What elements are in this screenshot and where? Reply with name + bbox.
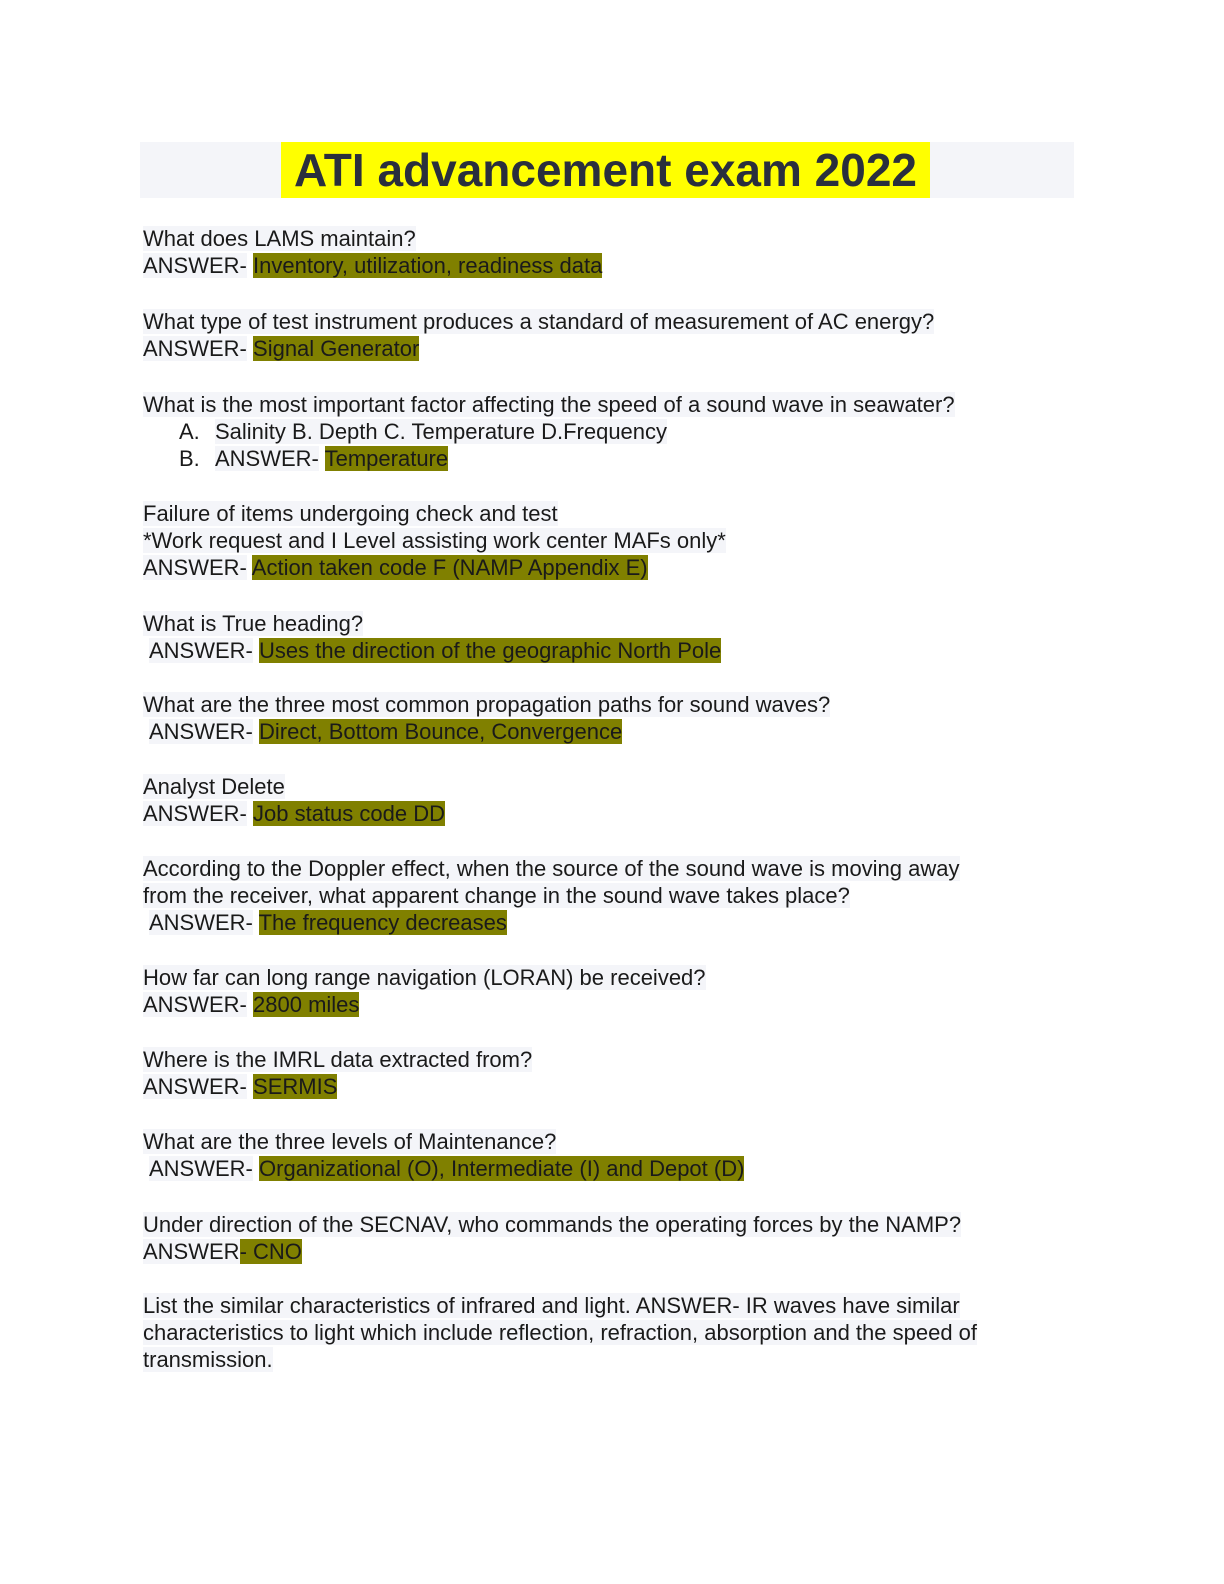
qa-block-maintenance-levels	[143, 1128, 1063, 1182]
qa-block-doppler	[143, 855, 1063, 936]
answer-prefix: ANSWER-	[143, 1074, 247, 1099]
answer-highlight: Temperature	[324, 446, 449, 471]
option-text: Salinity B. Depth C. Temperature D.Frequency	[215, 419, 668, 444]
answer-highlight: 2800 miles	[253, 992, 360, 1017]
question-text-line2: *Work request and I Level assisting work center MAFs only*	[143, 528, 726, 553]
question-text: What is the most important factor affecting the speed of a sound wave in seawater?	[143, 392, 955, 417]
question-text: What is True heading?	[143, 611, 364, 636]
answer-highlight: The frequency decreases	[258, 910, 507, 935]
answer-highlight: Direct, Bottom Bounce, Convergence	[259, 719, 623, 744]
answer-highlight: Inventory, utilization, readiness data	[253, 253, 603, 278]
qa-block-analyst-delete	[143, 773, 1063, 827]
answer-highlight: Uses the direction of the geographic North Pole	[259, 638, 722, 663]
answer-prefix: ANSWER-	[143, 555, 247, 580]
qa-block-secnav	[143, 1211, 1063, 1265]
question-text: What type of test instrument produces a standard of measurement of AC energy?	[143, 309, 935, 334]
option-marker: A.	[179, 419, 200, 444]
answer-prefix: ANSWER-	[215, 446, 319, 471]
qa-block-true-heading	[143, 610, 1063, 664]
question-text: Analyst Delete	[143, 774, 285, 799]
answer-prefix: ANSWER-	[149, 638, 253, 663]
answer-highlight: Action taken code F (NAMP Appendix E)	[251, 555, 648, 580]
question-text: Where is the IMRL data extracted from?	[143, 1047, 533, 1072]
answer-prefix: ANSWER	[143, 1239, 240, 1264]
answer-prefix: ANSWER-	[143, 336, 247, 361]
answer-highlight: Organizational (O), Intermediate (I) and Depot (D)	[259, 1156, 745, 1181]
answer-highlight: Job status code DD	[253, 801, 445, 826]
answer-prefix: ANSWER-	[143, 992, 247, 1017]
answer-prefix: ANSWER-	[143, 253, 247, 278]
question-text: Under direction of the SECNAV, who commands the operating forces by the NAMP?	[143, 1212, 962, 1237]
question-text-line2: from the receiver, what apparent change in the sound wave takes place?	[143, 883, 850, 908]
option-marker: B.	[179, 446, 200, 471]
answer-highlight: Signal Generator	[253, 336, 420, 361]
qa-block-sound-speed	[143, 391, 1063, 472]
question-text: What are the three levels of Maintenance?	[143, 1129, 557, 1154]
qa-block-lams	[143, 225, 1063, 279]
question-text: Failure of items undergoing check and test	[143, 501, 558, 526]
qa-block-propagation-paths	[143, 691, 1063, 745]
qa-block-imrl	[143, 1046, 1063, 1100]
answer-prefix: ANSWER-	[149, 719, 253, 744]
paragraph-line: characteristics to light which include reflection, refraction, absorption and the speed of	[143, 1320, 978, 1345]
qa-block-infrared	[143, 1292, 1063, 1373]
answer-prefix: ANSWER-	[149, 910, 253, 935]
page-title: ATI advancement exam 2022	[281, 142, 930, 198]
qa-block-failure-items	[143, 500, 1063, 581]
question-text: What are the three most common propagation paths for sound waves?	[143, 692, 831, 717]
qa-block-loran	[143, 964, 1063, 1018]
paragraph-line: List the similar characteristics of infrared and light. ANSWER- IR waves have similar	[143, 1293, 960, 1318]
answer-prefix: ANSWER-	[143, 801, 247, 826]
answer-highlight: - CNO	[239, 1239, 302, 1264]
answer-highlight: SERMIS	[253, 1074, 338, 1099]
question-text: What does LAMS maintain?	[143, 226, 416, 251]
answer-prefix: ANSWER-	[149, 1156, 253, 1181]
question-text: How far can long range navigation (LORAN) be received?	[143, 965, 706, 990]
paragraph-line: transmission.	[143, 1347, 273, 1372]
question-text: According to the Doppler effect, when the source of the sound wave is moving away	[143, 856, 960, 881]
qa-block-test-instrument	[143, 308, 1063, 362]
